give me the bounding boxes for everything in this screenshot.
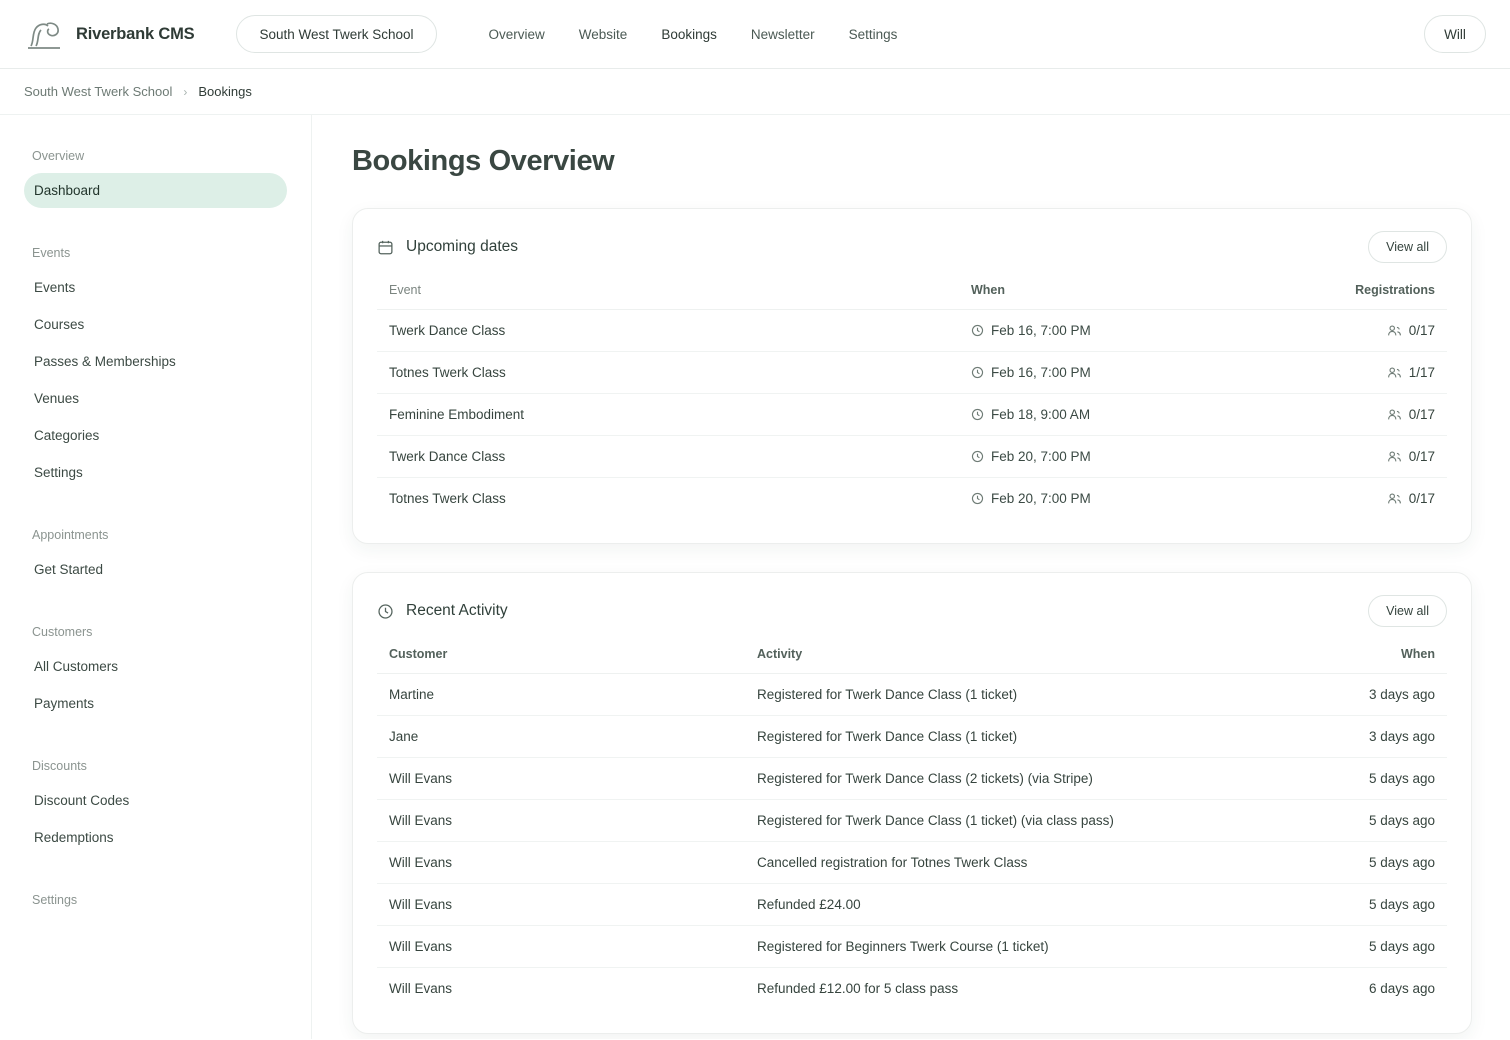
table-row[interactable] <box>377 800 1447 842</box>
cell-registrations-text: 0/17 <box>1408 449 1435 464</box>
cell-customer: Will Evans <box>377 800 745 842</box>
clock-icon <box>971 324 984 337</box>
cell-when <box>959 394 1327 436</box>
brand <box>24 14 194 54</box>
cell-customer: Will Evans <box>377 842 745 884</box>
recent-activity-card <box>352 572 1472 1034</box>
recent-activity-table <box>377 647 1447 1009</box>
sidebar-group-appointments <box>24 520 287 587</box>
clock-icon <box>377 603 394 620</box>
sidebar-heading-appointments: Appointments <box>32 528 109 542</box>
table-row[interactable] <box>377 478 1447 520</box>
spacer <box>24 216 287 238</box>
column-header-event: Event <box>377 283 959 310</box>
table-row[interactable] <box>377 674 1447 716</box>
table-row[interactable] <box>377 436 1447 478</box>
cell-registrations <box>1327 352 1447 394</box>
cell-registrations-text: 0/17 <box>1408 407 1435 422</box>
people-icon <box>1387 408 1402 421</box>
cell-event: Totnes Twerk Class <box>377 352 959 394</box>
sidebar-item-redemptions[interactable]: Redemptions <box>34 830 114 845</box>
sidebar-heading-events: Events <box>32 246 71 260</box>
activity-view-all-button[interactable]: View all <box>1368 595 1447 627</box>
sidebar-group-customers <box>24 617 287 721</box>
nav-item-settings[interactable]: Settings <box>848 26 898 42</box>
cell-activity: Registered for Twerk Dance Class (1 ticket) <box>745 674 1297 716</box>
clock-icon <box>971 366 984 379</box>
cell-when: 5 days ago <box>1297 926 1447 968</box>
column-header-registrations: Registrations <box>1327 283 1447 310</box>
cell-when-text: Feb 20, 7:00 PM <box>991 449 1091 464</box>
people-icon <box>1387 450 1402 463</box>
recent-activity-header <box>377 595 1447 627</box>
calendar-icon <box>377 239 394 256</box>
spacer <box>24 863 287 885</box>
cell-when <box>959 310 1327 352</box>
sidebar-heading-customers: Customers <box>32 625 93 639</box>
table-row[interactable] <box>377 310 1447 352</box>
upcoming-view-all-button[interactable]: View all <box>1368 231 1447 263</box>
sidebar-item-discount-codes[interactable]: Discount Codes <box>34 793 130 808</box>
cell-customer: Will Evans <box>377 758 745 800</box>
cell-activity: Refunded £12.00 for 5 class pass <box>757 981 959 996</box>
table-header-row <box>377 647 1447 674</box>
sidebar-item-get-started[interactable]: Get Started <box>34 562 104 577</box>
cell-when-text: Feb 16, 7:00 PM <box>991 323 1091 338</box>
spacer <box>24 729 287 751</box>
column-header-customer: Customer <box>377 647 745 674</box>
sidebar-item-payments[interactable]: Payments <box>34 696 95 711</box>
cell-when: 5 days ago <box>1297 758 1447 800</box>
cell-customer: Will Evans <box>377 926 745 968</box>
cell-registrations-text: 1/17 <box>1408 365 1435 380</box>
nav-item-newsletter[interactable]: Newsletter <box>750 26 815 42</box>
sidebar-group-discounts <box>24 751 287 855</box>
sidebar-item-all-customers[interactable]: All Customers <box>34 659 119 674</box>
main-content <box>312 115 1510 1039</box>
cell-event: Twerk Dance Class <box>377 436 959 478</box>
cell-when-text: Feb 18, 9:00 AM <box>991 407 1091 422</box>
cell-registrations <box>1327 394 1447 436</box>
upcoming-dates-header <box>377 231 1447 263</box>
page-title: Bookings Overview <box>352 145 615 177</box>
recent-activity-title: Recent Activity <box>406 602 508 619</box>
school-selector[interactable] <box>236 15 436 53</box>
cell-when-text: Feb 20, 7:00 PM <box>991 491 1091 506</box>
column-header-when: When <box>1297 647 1447 674</box>
sidebar-group-overview <box>24 141 287 208</box>
table-row[interactable] <box>377 716 1447 758</box>
cell-when: 3 days ago <box>1297 674 1447 716</box>
cell-event: Totnes Twerk Class <box>389 491 506 506</box>
people-icon <box>1387 324 1402 337</box>
cell-when <box>959 478 1327 520</box>
cell-activity: Registered for Twerk Dance Class (1 ticket) <box>745 716 1297 758</box>
main-nav <box>489 27 898 42</box>
cell-when: 3 days ago <box>1297 716 1447 758</box>
spacer <box>24 498 287 520</box>
clock-icon <box>971 492 984 505</box>
sidebar <box>0 115 312 1039</box>
clock-icon <box>971 450 984 463</box>
table-row[interactable] <box>377 968 1447 1010</box>
table-row[interactable] <box>377 352 1447 394</box>
cell-when-text: Feb 16, 7:00 PM <box>991 365 1091 380</box>
cell-registrations-text: 0/17 <box>1408 323 1435 338</box>
people-icon <box>1387 366 1402 379</box>
cell-registrations <box>1327 478 1447 520</box>
cell-registrations-text: 0/17 <box>1408 491 1435 506</box>
breadcrumb <box>0 69 1510 115</box>
upcoming-dates-table <box>377 283 1447 519</box>
user-menu-button[interactable] <box>1424 15 1486 53</box>
user-menu-label: Will <box>1444 26 1466 42</box>
sidebar-item-courses[interactable]: Courses <box>34 317 85 332</box>
clock-icon <box>971 408 984 421</box>
sidebar-item-categories[interactable]: Categories <box>34 428 100 443</box>
cell-customer: Jane <box>377 716 745 758</box>
upcoming-dates-card <box>352 208 1472 544</box>
cell-registrations <box>1327 310 1447 352</box>
nav-item-overview[interactable]: Overview <box>488 26 545 42</box>
cell-event: Feminine Embodiment <box>377 394 959 436</box>
cell-when <box>959 436 1327 478</box>
sidebar-heading-overview: Overview <box>32 149 85 163</box>
cell-activity: Registered for Twerk Dance Class (1 ticket) (via class pass) <box>745 800 1297 842</box>
spacer <box>24 595 287 617</box>
cell-registrations <box>1327 436 1447 478</box>
table-row[interactable] <box>377 926 1447 968</box>
sidebar-heading-discounts: Discounts <box>32 759 87 773</box>
top-bar <box>0 0 1510 69</box>
cell-customer: Will Evans <box>389 981 453 996</box>
cell-customer: Will Evans <box>377 884 745 926</box>
cell-customer: Martine <box>377 674 745 716</box>
chevron-right-icon: › <box>183 84 188 99</box>
sidebar-item-dashboard[interactable]: Dashboard <box>24 173 287 208</box>
upcoming-dates-title: Upcoming dates <box>406 238 519 255</box>
nav-item-website[interactable]: Website <box>578 26 628 42</box>
people-icon <box>1387 492 1402 505</box>
cell-activity: Refunded £24.00 <box>745 884 1297 926</box>
brand-name: Riverbank CMS <box>76 24 195 43</box>
cell-when: 5 days ago <box>1297 842 1447 884</box>
nav-item-bookings[interactable]: Bookings <box>661 26 717 42</box>
cell-when <box>959 352 1327 394</box>
cell-when: 6 days ago <box>1368 981 1435 996</box>
table-row[interactable] <box>377 842 1447 884</box>
column-header-activity: Activity <box>745 647 1297 674</box>
breadcrumb-item-school[interactable]: South West Twerk School <box>24 84 173 99</box>
sidebar-heading-settings: Settings <box>32 893 78 907</box>
cell-activity: Registered for Beginners Twerk Course (1 ticket) <box>745 926 1297 968</box>
sidebar-group-settings <box>24 885 287 917</box>
cell-activity: Registered for Twerk Dance Class (2 tickets) (via Stripe) <box>745 758 1297 800</box>
school-selector-label: South West Twerk School <box>259 26 414 42</box>
table-header-row <box>377 283 1447 310</box>
table-row[interactable] <box>377 394 1447 436</box>
riverbank-logo-icon <box>24 14 64 54</box>
table-row[interactable] <box>377 884 1447 926</box>
sidebar-item-passes-memberships[interactable]: Passes & Memberships <box>34 354 176 369</box>
table-row[interactable] <box>377 758 1447 800</box>
cell-activity: Cancelled registration for Totnes Twerk Class <box>745 842 1297 884</box>
breadcrumb-item-current: Bookings <box>198 84 252 99</box>
sidebar-item-events[interactable]: Events <box>34 280 76 295</box>
column-header-when: When <box>959 283 1327 310</box>
cell-when: 5 days ago <box>1297 800 1447 842</box>
sidebar-item-settings[interactable]: Settings <box>34 465 83 480</box>
sidebar-group-events <box>24 238 287 490</box>
cell-event: Twerk Dance Class <box>377 310 959 352</box>
sidebar-item-venues[interactable]: Venues <box>34 391 80 406</box>
cell-when: 5 days ago <box>1297 884 1447 926</box>
